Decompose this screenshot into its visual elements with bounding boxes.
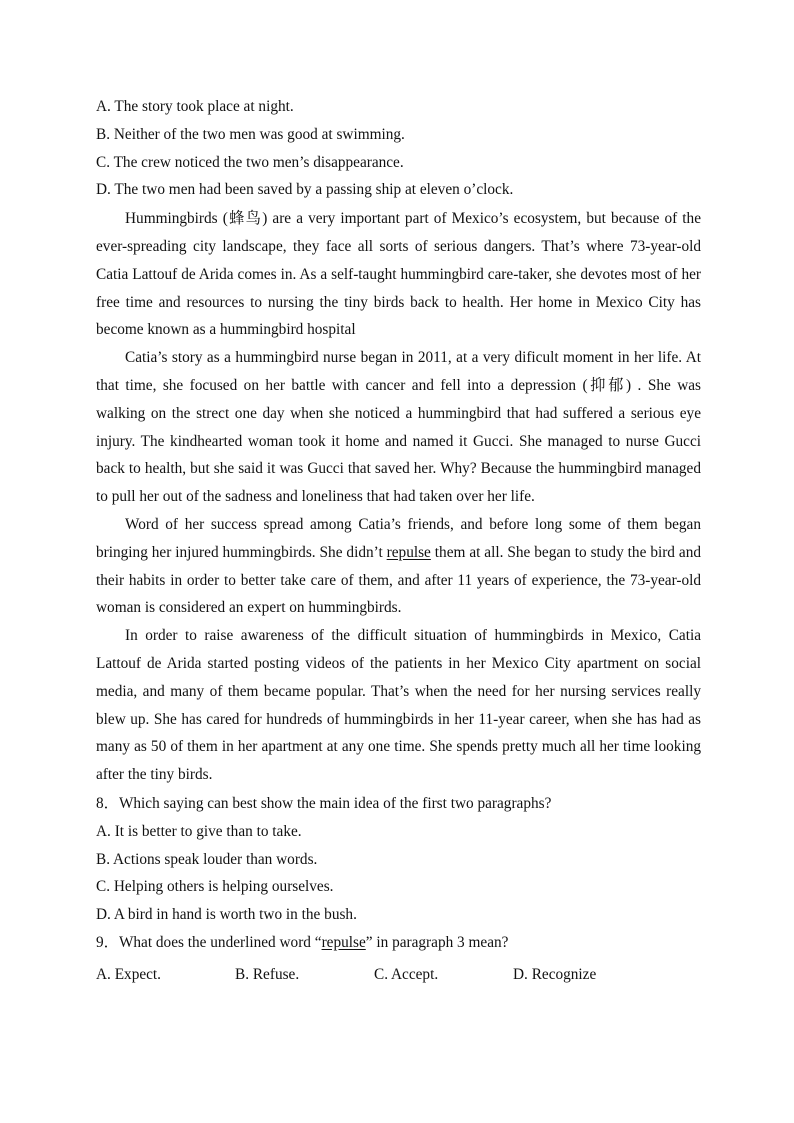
q7-option-b: B. Neither of the two men was good at swimming. bbox=[96, 125, 405, 143]
paragraph-3-text-end: them at all. She began to study the bird and their habits in order to better take care of them, and after 11 years of experience, the 73-year-old woman is considered an expert on hummingbirds. bbox=[96, 543, 701, 617]
q8-option-c: C. Helping others is helping ourselves. bbox=[96, 878, 334, 896]
q8-stem: 8．Which saying can best show the main idea of the first two paragraphs? bbox=[96, 794, 552, 812]
question-8 bbox=[96, 790, 701, 929]
question-9 bbox=[96, 929, 701, 989]
exam-page bbox=[96, 93, 701, 989]
passage-paragraph-3 bbox=[96, 511, 701, 622]
q8-option-b: B. Actions speak louder than words. bbox=[96, 850, 318, 868]
q7-option-c: C. The crew noticed the two men’s disappearance. bbox=[96, 153, 404, 171]
q9-option-b: B. Refuse. bbox=[235, 965, 300, 983]
passage-paragraph-2: Catia’s story as a hummingbird nurse began in 2011, at a very dificult moment in her life. At that time, she focused on her battle with cancer and fell into a depression (抑郁) . She was walking on the strect one day when she noticed a hummingbird that had suffered a serious eye injury. The kindhearted woman took it home and named it Gucci. She managed to nurse Gucci back to health, but she said it was Gucci that saved her. Why? Because the hummingbird managed to pull her out of the sadness and loneliness that had taken over her life. bbox=[96, 349, 701, 506]
q8-option-d: D. A bird in hand is worth two in the bush. bbox=[96, 906, 357, 924]
passage-paragraph-1: Hummingbirds (蜂鸟) are a very important part of Mexico’s ecosystem, but because of the ever-spreading city landscape, they face all sorts of serious dangers. That’s where 73-year-old Catia Lattouf de Arida comes in. As a self-taught hummingbird care-taker, she devotes most of her free time and resources to nursing the tiny birds back to health. Her home in Mexico City has become known as a hummingbird hospital bbox=[96, 210, 701, 339]
passage-paragraph-4: In order to raise awareness of the difficult situation of hummingbirds in Mexico, Catia Lattouf de Arida started posting videos of the patients in her Mexico City apartment on social media, and many of them became popular. That’s when the need for her nursing services really blew up. She has cared for hundreds of hummingbirds in her 11-year career, when she has had as many as 50 of them in her apartment at any one time. She spends pretty much all her time looking after the tiny birds. bbox=[96, 627, 701, 784]
q9-options-row bbox=[96, 961, 701, 989]
underlined-word-repulse: repulse bbox=[386, 543, 431, 561]
reading-passage bbox=[96, 205, 701, 789]
q9-option-c: C. Accept. bbox=[374, 965, 439, 983]
q7-option-d: D. The two men had been saved by a passing ship at eleven o’clock. bbox=[96, 181, 514, 199]
q9-option-d: D. Recognize bbox=[513, 965, 597, 983]
q9-stem-end: ” in paragraph 3 mean? bbox=[365, 933, 509, 951]
paragraph-3-text-start: Word of her success spread among Catia’s friends, and before long some of them began bringing her injured hummingbirds. She didn’t bbox=[96, 515, 701, 561]
q9-stem bbox=[96, 929, 701, 957]
question-7-options bbox=[96, 93, 701, 204]
q9-underlined-word: repulse bbox=[321, 933, 366, 951]
q9-option-a: A. Expect. bbox=[96, 965, 161, 983]
q7-option-a: A. The story took place at night. bbox=[96, 98, 294, 115]
q8-option-a: A. It is better to give than to take. bbox=[96, 822, 302, 840]
q9-stem-start: 9．What does the underlined word “ bbox=[96, 933, 322, 951]
